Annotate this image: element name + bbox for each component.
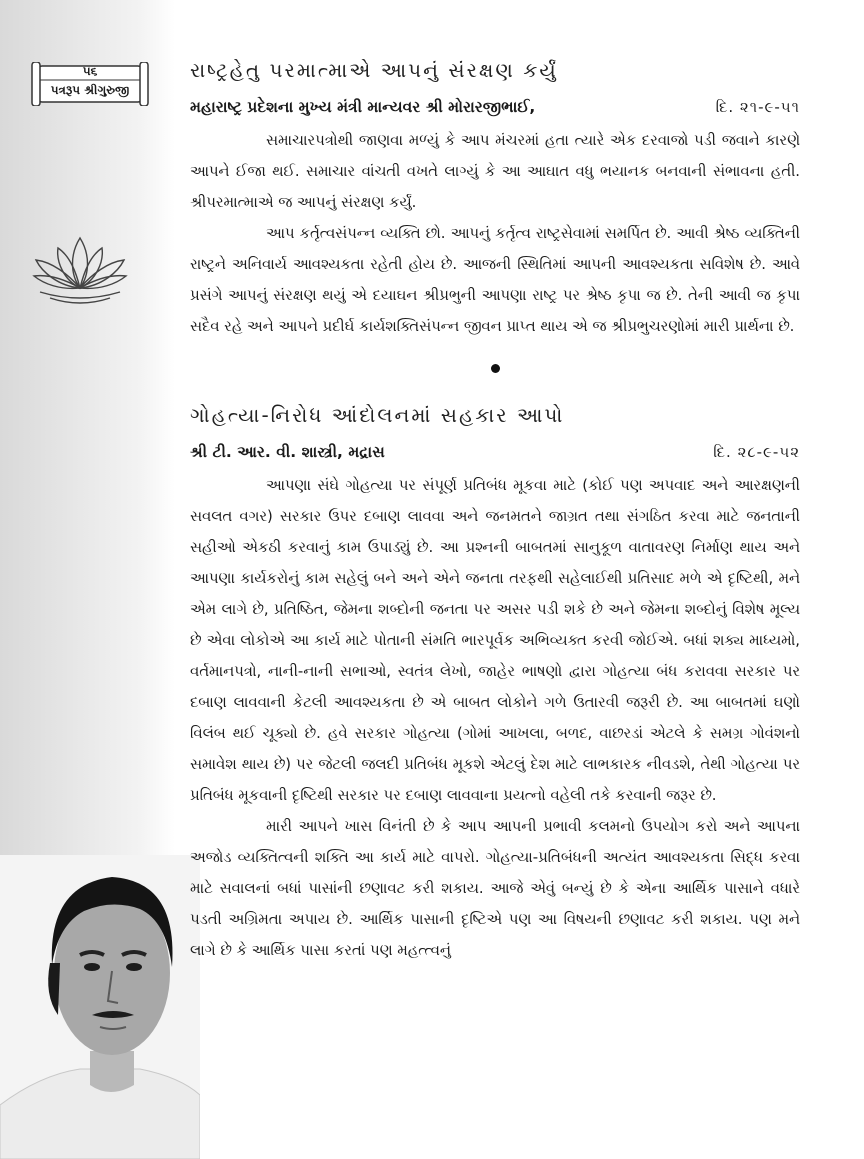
letter-2-paragraph-1: આપણા સંઘે ગોહત્યા પર સંપૂર્ણ પ્રતિબંધ મૂકવા માટે (કોઈ પણ અપવાદ અને આરક્ષણની સવલત વગર) સરકાર ઉપર દબાણ લાવવા અને જનમતને જાગ્રત તથા સંગઠિત કરવા માટે જનતાની સહીઓ એકઠી કરવાનું કામ ઉપાડ્યું છે. આ પ્રશ્નની બાબતમાં સાનુકૂળ વાતાવરણ નિર્માણ થાય અને આપણા કાર્યકરોનું કામ સહેલું બને અને એને જનતા તરફથી સહેલાઈથી પ્રતિસાદ મળે એ દૃષ્ટિથી, મને એમ લાગે છે, પ્રતિષ્ઠિત, જેમના શબ્દોની જનતા પર અસર પડી શકે છે અને જેમના શબ્દોનું વિશેષ મૂલ્ય છે એવા લોકોએ આ કાર્ય માટે પોતાની સંમતિ ભારપૂર્વક અભિવ્યક્ત કરવી જોઈએ. બધાં શક્ય માધ્યમો, વર્તમાનપત્રો, નાની-નાની સભાઓ, સ્વતંત્ર લેખો, જાહેર ભાષણો દ્વારા ગોહત્યા બંધ કરાવવા સરકાર પર દબાણ લાવવાની કેટલી આવશ્યકતા છે એ બાબત લોકોને ગળે ઉતારવી જરૂરી છે. આ બાબતમાં ઘણો વિલંબ થઈ ચૂક્યો છે. હવે સરકાર ગોહત્યા (ગોમાં આખલા, બળદ, વાછરડાં એટલે કે સમગ્ર ગોવંશનો સમાવેશ થાય છે) પર જેટલી જલદી પ્રતિબંધ મૂકશે એટલું દેશ માટે લાભકારક નીવડશે, તેથી ગોહત્યા પર પ્રતિબંધ મૂકવાની દૃષ્ટિથી સરકાર પર દબાણ લાવવાના પ્રયત્નો વહેલી તકે કરવાની જરૂર છે.: [190, 477, 800, 804]
section-divider-dot: [491, 364, 500, 373]
letter-1-header: [190, 98, 800, 117]
portrait-photo: [0, 855, 200, 1159]
page-content: [190, 58, 800, 966]
letter-2-date: દિ. ૨૮-૯-૫૨: [713, 443, 800, 461]
letter-1-date: દિ. ૨૧-૯-૫૧: [715, 98, 800, 116]
page-header-scroll: [30, 62, 150, 106]
series-name: પત્રરૂપ શ્રીગુરુજી: [50, 83, 130, 97]
letter-1-paragraph-2: આપ કર્તૃત્વસંપન્ન વ્યક્તિ છો. આપનું કર્તૃત્વ રાષ્ટ્રસેવામાં સમર્પિત છે. આવી શ્રેષ્ઠ વ્યક્તિની રાષ્ટ્રને અનિવાર્ય આવશ્યકતા રહેતી હોય છે. આજની સ્થિતિમાં આપની આવશ્યકતા સવિશેષ છે. આવે પ્રસંગે આપનું સંરક્ષણ થયું એ દયાઘન શ્રીપ્રભુની આપણા રાષ્ટ્ર પર શ્રેષ્ઠ કૃપા જ છે. તેની આવી જ કૃપા સદૈવ રહે અને આપને પ્રદીર્ઘ કાર્યશક્તિસંપન્ન જીવન પ્રાપ્ત થાય એ જ શ્રીપ્રભુચરણોમાં મારી પ્રાર્થના છે.: [190, 225, 800, 335]
letter-2-header: [190, 443, 800, 462]
letter-2-title: ગોહત્યા-નિરોધ આંદોલનમાં સહકાર આપો: [190, 403, 565, 427]
page-number: ૫૬: [82, 64, 98, 78]
lotus-icon: [20, 230, 140, 310]
letter-1-paragraph-1: સમાચારપત્રોથી જાણવા મળ્યું કે આપ મંચરમાં હતા ત્યારે એક દરવાજો પડી જવાને કારણે આપને ઈજા થઈ. સમાચાર વાંચતી વખતે લાગ્યું કે આ આઘાત વધુ ભયાનક બનવાની સંભાવના હતી. શ્રીપરમાત્માએ જ આપનું સંરક્ષણ કર્યું.: [190, 132, 800, 211]
letter-2-paragraph-2: મારી આપને ખાસ વિનંતી છે કે આપ આપની પ્રભાવી કલમનો ઉપયોગ કરો અને આપના અજોડ વ્યક્તિત્વની શક્તિ આ કાર્ય માટે વાપરો. ગોહત્યા-પ્રતિબંધની અત્યંત આવશ્યકતા સિદ્ધ કરવા માટે સવાલનાં બધાં પાસાંની છણાવટ કરી શકાય. આજે એવું બન્યું છે કે એના આર્થિક પાસાને વધારે પડતી અગ્રિમતા અપાય છે. આર્થિક પાસાની દૃષ્ટિએ પણ આ વિષયની છણાવટ કરી શકાય. પણ મને લાગે છે કે આર્થિક પાસા કરતાં પણ મહત્ત્વનું: [190, 818, 800, 959]
letter-2-recipient: શ્રી ટી. આર. વી. શાસ્ત્રી, મદ્રાસ: [190, 443, 385, 461]
letter-1-title: રાષ્ટ્રહેતુ પરમાત્માએ આપનું સંરક્ષણ કર્યું: [190, 58, 558, 82]
letter-1-recipient: મહારાષ્ટ્ર પ્રદેશના મુખ્ય મંત્રી માન્યવર શ્રી મોરારજીભાઈ,: [190, 98, 536, 116]
